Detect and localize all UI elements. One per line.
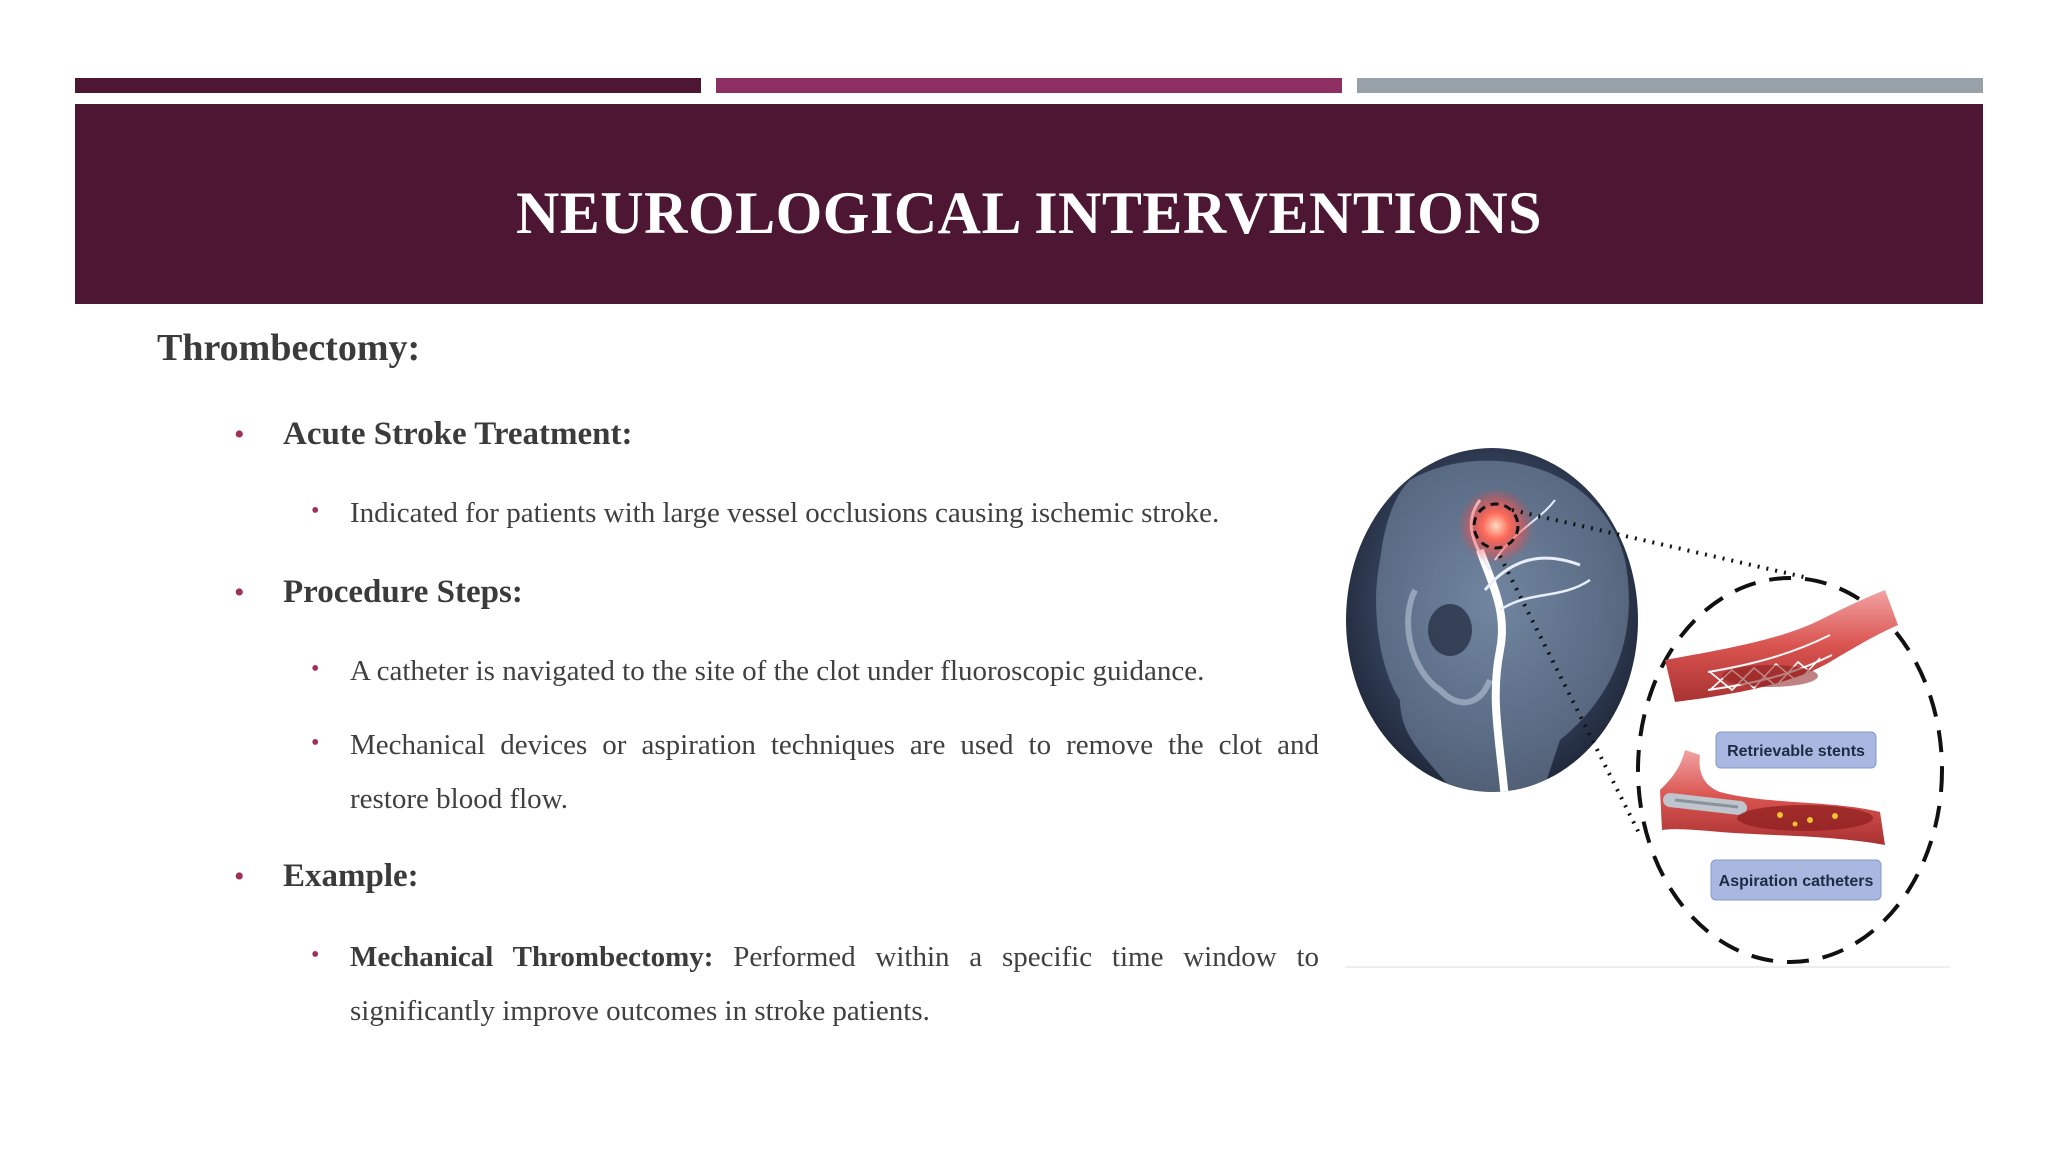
label-stents-text: Retrievable stents — [1727, 743, 1865, 760]
section-heading: Thrombectomy: — [157, 327, 421, 369]
angiogram-image — [1346, 448, 1638, 800]
vessel-stent — [1665, 590, 1898, 702]
sub-bullet-item — [311, 486, 1319, 540]
sub-bullet-text: A catheter is navigated to the site of the clot under fluoroscopic guidance. — [350, 655, 1205, 687]
bullet-dot: • — [234, 576, 245, 609]
sub-bullet-bold: Mechanical Thrombectomy: — [350, 941, 714, 973]
label-aspiration-catheters — [1711, 860, 1881, 900]
sub-bullet-item — [311, 930, 1319, 1038]
decor-stripe-magenta — [716, 78, 1342, 93]
sub-bullet-item — [311, 644, 1319, 698]
sub-bullet-item — [311, 718, 1319, 826]
decor-stripe-gray — [1357, 78, 1983, 93]
illustration-svg — [1340, 440, 1952, 970]
bullet-dot: • — [311, 498, 320, 524]
bullet-heading: Acute Stroke Treatment: — [283, 416, 633, 452]
sub-bullet-text: Indicated for patients with large vessel occlusions causing ischemic stroke. — [350, 497, 1220, 529]
slide-title: NEUROLOGICAL INTERVENTIONS — [515, 179, 1543, 246]
bullet-dot: • — [234, 860, 245, 893]
label-retrievable-stents — [1716, 732, 1876, 768]
figure-underline — [1345, 966, 1950, 968]
sub-bullet-text: Mechanical devices or aspiration techniques are used to remove the clot and restore blood flow. — [350, 729, 1319, 815]
bullet-heading: Procedure Steps: — [283, 574, 523, 610]
bullet-dot: • — [311, 730, 320, 756]
bullet-heading: Example: — [283, 858, 419, 894]
decor-stripe-dark — [75, 78, 701, 93]
title-band — [75, 104, 1983, 304]
thrombectomy-illustration — [1340, 440, 1952, 970]
sub-bullet-rest: Performed within a specific time window to significantly improve outcomes in stroke patients. — [350, 941, 1319, 1027]
bullet-dot: • — [234, 418, 245, 451]
bullet-dot: • — [311, 656, 320, 682]
bullet-dot: • — [311, 942, 320, 968]
sub-bullet-text — [350, 930, 1319, 1038]
label-aspiration-text: Aspiration catheters — [1718, 873, 1874, 890]
